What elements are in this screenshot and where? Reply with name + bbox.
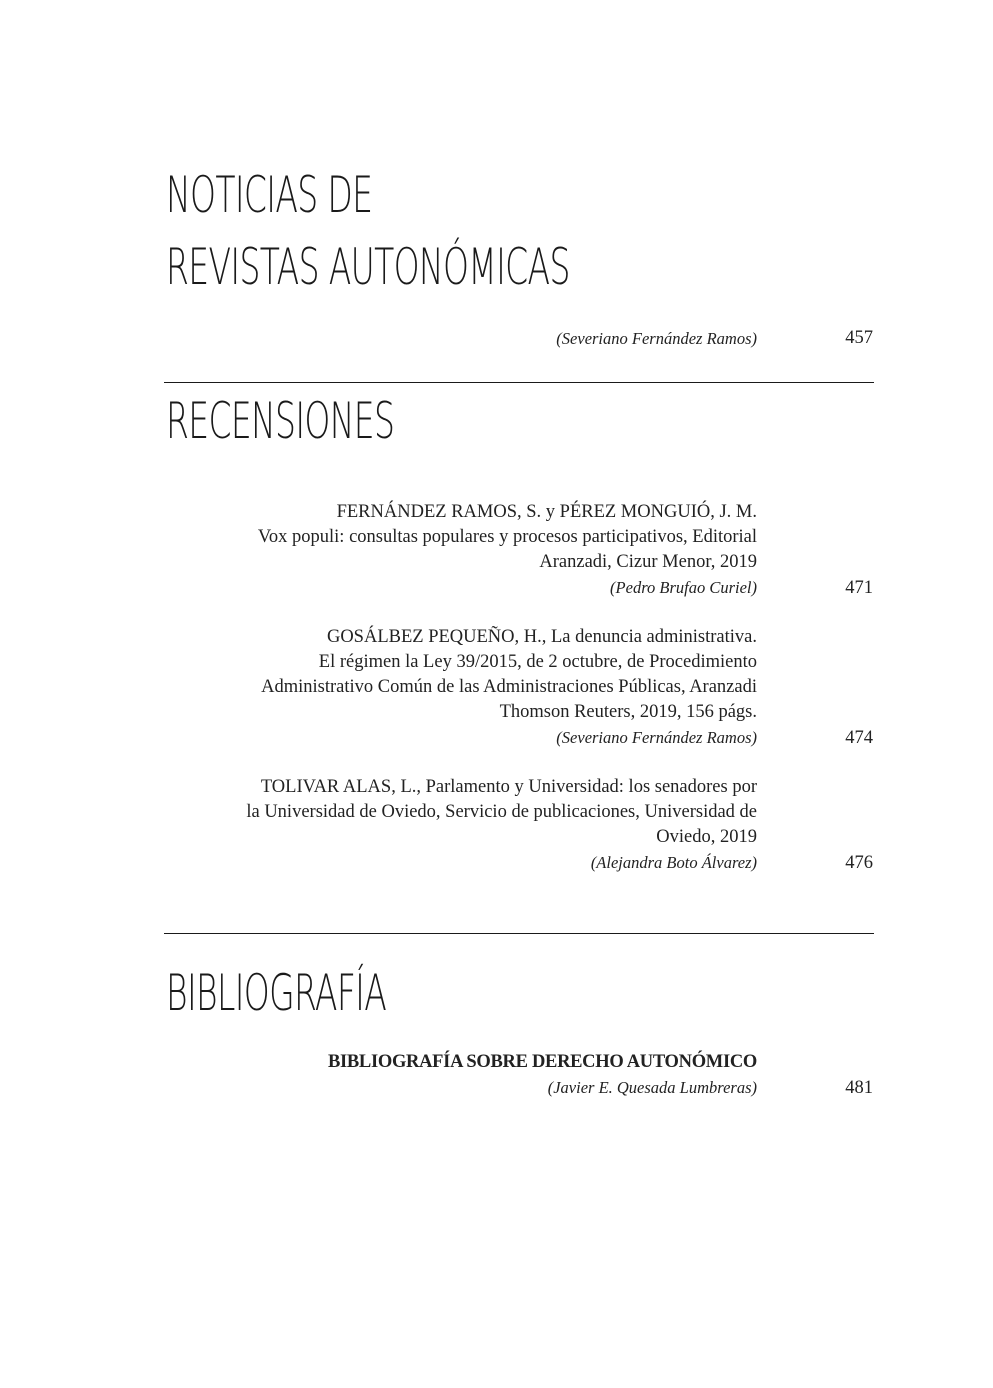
recension-entry-1-text	[258, 500, 757, 575]
section-divider-recensiones	[164, 382, 874, 383]
section-heading-recensiones: RECENSIONES	[166, 392, 395, 450]
recension-entry-3-page-number: 476	[845, 853, 873, 873]
recension-entry-1-page-number: 471	[845, 578, 873, 598]
noticias-author: (Severiano Fernández Ramos)	[556, 329, 757, 348]
recension-entry-3-text	[246, 775, 757, 850]
recension-entry-2-author: (Severiano Fernández Ramos)	[556, 728, 757, 747]
bibliografia-author: (Javier E. Quesada Lumbreras)	[547, 1078, 757, 1097]
section-divider-bibliografia	[164, 933, 874, 934]
recension-entry-1-line-3: Aranzadi, Cizur Menor, 2019	[539, 552, 757, 572]
recension-entry-1-line-2: Vox populi: consultas populares y procesos participativos, Editorial	[257, 527, 757, 547]
section-heading-noticias-line2: REVISTAS AUTONÓMICAS	[166, 238, 570, 296]
recension-entry-1-line-1: FERNÁNDEZ RAMOS, S. y PÉREZ MONGUIÓ, J. M.	[336, 502, 757, 522]
recension-entry-2-page-number: 474	[845, 728, 873, 748]
bibliografia-page-number: 481	[845, 1078, 873, 1098]
recension-entry-3-line-3: Oviedo, 2019	[656, 827, 757, 847]
noticias-page-number: 457	[845, 328, 873, 348]
recension-entry-2-line-3: Administrativo Común de las Administraciones Públicas, Aranzadi	[261, 677, 757, 697]
recension-entry-2-line-2: El régimen la Ley 39/2015, de 2 octubre, de Procedimiento	[318, 652, 757, 672]
section-heading-noticias-line1: NOTICIAS DE	[166, 166, 373, 224]
recension-entry-3-line-2: la Universidad de Oviedo, Servicio de publicaciones, Universidad de	[246, 802, 757, 822]
recension-entry-2-line-4: Thomson Reuters, 2019, 156 págs.	[499, 702, 757, 722]
bibliografia-title: BIBLIOGRAFÍA SOBRE DERECHO AUTONÓMICO	[327, 1052, 757, 1072]
recension-entry-2-line-1: GOSÁLBEZ PEQUEÑO, H., La denuncia administrativa.	[326, 627, 757, 647]
recension-entry-2-text	[261, 625, 757, 725]
recension-entry-3-line-1: TOLIVAR ALAS, L., Parlamento y Universidad: los senadores por	[260, 777, 757, 797]
recension-entry-1-author: (Pedro Brufao Curiel)	[610, 578, 757, 597]
section-heading-bibliografia: BIBLIOGRAFÍA	[166, 964, 387, 1022]
recension-entry-3-author: (Alejandra Boto Álvarez)	[590, 853, 757, 872]
